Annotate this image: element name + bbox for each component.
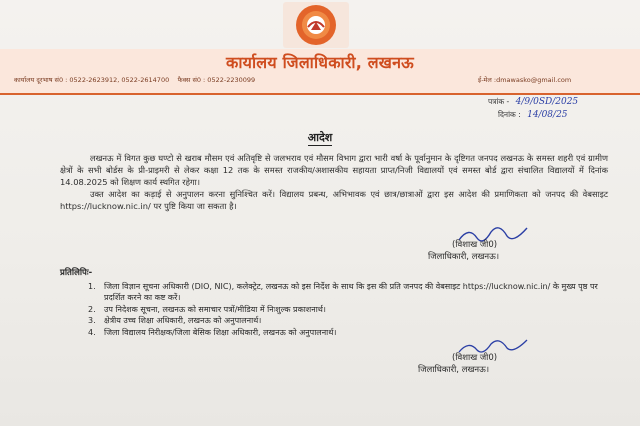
email-address: ई-मेल :dmawasko@gmail.com	[478, 76, 572, 84]
dinank-value: 14/08/25	[527, 110, 568, 120]
list-item: 1. जिला विज्ञान सूचना अधिकारी (DIO, NIC), कलेक्ट्रेट, लखनऊ को इस निर्देश के साथ कि इस की प्रति जनपद की वेबसाइट https://lucknow.nic.in/ के मुख्य पृष्ठ पर प्रदर्शित करने का कष्ट करें।	[88, 282, 598, 302]
list-item: 3. क्षेत्रीय उच्च शिक्षा अधिकारी, लखनऊ को अनुपालनार्थ।	[88, 316, 262, 325]
signatory-designation-2: जिलाधिकारी, लखनऊ।	[418, 365, 490, 375]
fax-number: फैक्स सं0 : 0522-2230099	[177, 76, 256, 84]
list-item: 4. जिला विद्यालय निरीक्षक/जिला बेसिक शिक्षा अधिकारी, लखनऊ को अनुपालनार्थ।	[88, 327, 337, 337]
copy-to-heading: प्रतिलिपिः-	[60, 268, 93, 278]
date-row	[498, 110, 568, 120]
order-paragraph-1: लखनऊ में विगत कुछ घण्टो से खराब मौसम एवं अतिवृष्टि से जलभराव एवं मौसम विभाग द्वारा भारी वर्षा के पूर्वानुमान के दृष्टिगत जनपद लखनऊ के समस्त शहरी एवं ग्रामीण क्षेत्रों के सभी बोर्डस के प्री-प्राइमरी से लेकर कक्षा 12 तक के समस्त राजकीय/अशासकीय सहायता प्राप्त/निजी विद्यालयों एवं समस्त बोर्ड द्वारा संचालित विद्यालयों में दिनांक 14.08.2025 को शिक्षण कार्य स्थगित रहेगा।	[60, 153, 608, 187]
patrank-value: 4/9/0SD/2025	[515, 97, 579, 107]
signature-block	[428, 239, 499, 263]
signatory-name-2: (विशाख जी0)	[452, 353, 498, 363]
office-title: कार्यालय जिलाधिकारी, लखनऊ	[226, 53, 414, 72]
contact-info	[14, 75, 255, 84]
signature-block-2	[418, 352, 497, 376]
order-body	[60, 152, 608, 212]
reference-number-row	[488, 97, 578, 107]
list-item: 2. उप निदेशक सूचना, लखनऊ को समाचार पत्रों/मीडिया में निःशुल्क प्रकाशनार्थ।	[88, 304, 326, 314]
signatory-designation: जिलाधिकारी, लखनऊ।	[428, 252, 500, 262]
patrank-label: पत्रांक -	[488, 97, 510, 106]
uttar-pradesh-emblem-icon	[281, 2, 351, 48]
signatory-name: (विशाख जी0)	[452, 240, 498, 250]
order-heading: आदेश	[307, 131, 333, 144]
copy-to-list	[88, 281, 608, 338]
order-paragraph-2: उक्त आदेश का कड़ाई से अनुपालन करना सुनिश्चित करें। विद्यालय प्रबन्ध, अभिभावक एवं छात्र/छात्राओं द्वारा इस आदेश की प्रमाणिकता को जनपद की वेबसाइट https://lucknow.nic.in/ पर पुष्टि किया जा सकता है।	[60, 189, 608, 211]
dinank-label: दिनांक :	[498, 110, 521, 119]
phone-numbers: कार्यालय दूरभाष सं0 : 0522-2623912, 0522-2614700	[14, 76, 170, 84]
